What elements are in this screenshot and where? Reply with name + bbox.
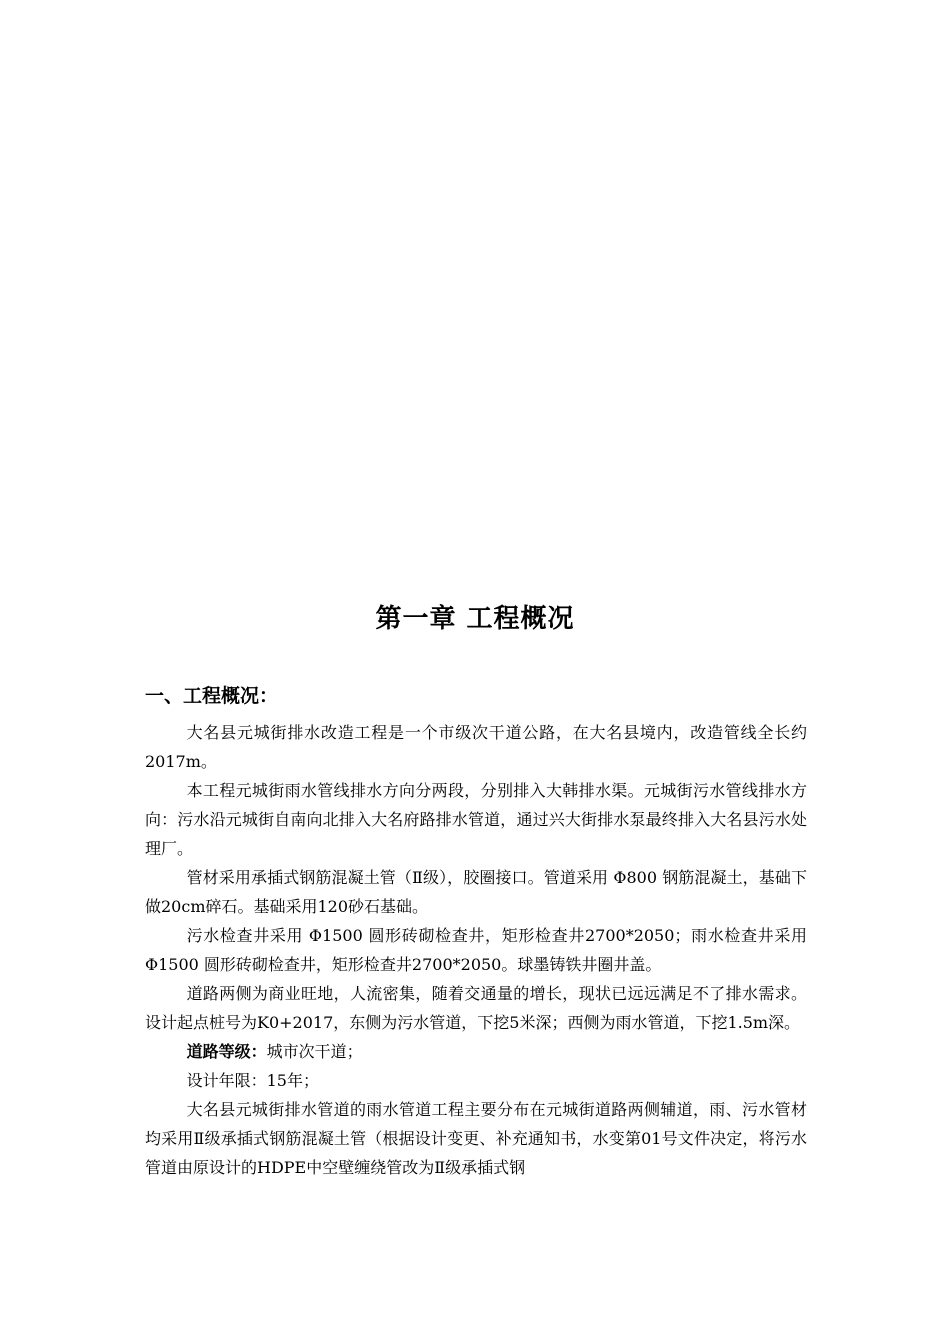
paragraph-drainage-direction: 本工程元城街雨水管线排水方向分两段，分别排入大韩排水渠。元城街污水管线排水方向：污水沿元城街自南向北排入大名府路排水管道，通过兴大街排水泵最终排入大名县污水处理厂。 [145,781,807,858]
road-grade-value: 城市次干道； [266,1042,363,1061]
paragraph-pipe-distribution: 大名县元城街排水管道的雨水管道工程主要分布在元城街道路两侧辅道，雨、污水管材均采用Ⅱ级承插式钢筋混凝土管（根据设计变更、补充通知书，水变第01号文件决定，将污水管道由原设计的HDPE中空壁缠绕管改为Ⅱ级承插式钢 [145,1100,807,1177]
chapter-title: 第一章 工程概况 [375,604,575,634]
paragraph-pipe-material: 管材采用承插式钢筋混凝土管（Ⅱ级），胶圈接口。管道采用 Φ800 钢筋混凝土，基础下做20cm碎石。基础采用120砂石基础。 [145,868,807,916]
paragraph-design-life: 设计年限：15年； [186,1071,319,1090]
road-grade-label: 道路等级： [186,1042,267,1061]
section-title: 一、工程概况： [145,685,279,707]
paragraph-road-conditions: 道路两侧为商业旺地，人流密集，随着交通量的增长，现状已远远满足不了排水需求。设计起点桩号为K0+2017，东侧为污水管道，下挖5米深；西侧为雨水管道，下挖1.5m深。 [145,984,807,1032]
document-body [145,680,807,1182]
paragraph-road-grade [145,1037,807,1066]
paragraph-inspection-wells: 污水检查井采用 Φ1500 圆形砖砌检查井，矩形检查井2700*2050；雨水检查井采用 Φ1500 圆形砖砌检查井，矩形检查井2700*2050。球墨铸铁井圈井盖。 [145,926,807,974]
paragraph-project-overview: 大名县元城街排水改造工程是一个市级次干道公路，在大名县境内，改造管线全长约2017m。 [145,723,807,771]
